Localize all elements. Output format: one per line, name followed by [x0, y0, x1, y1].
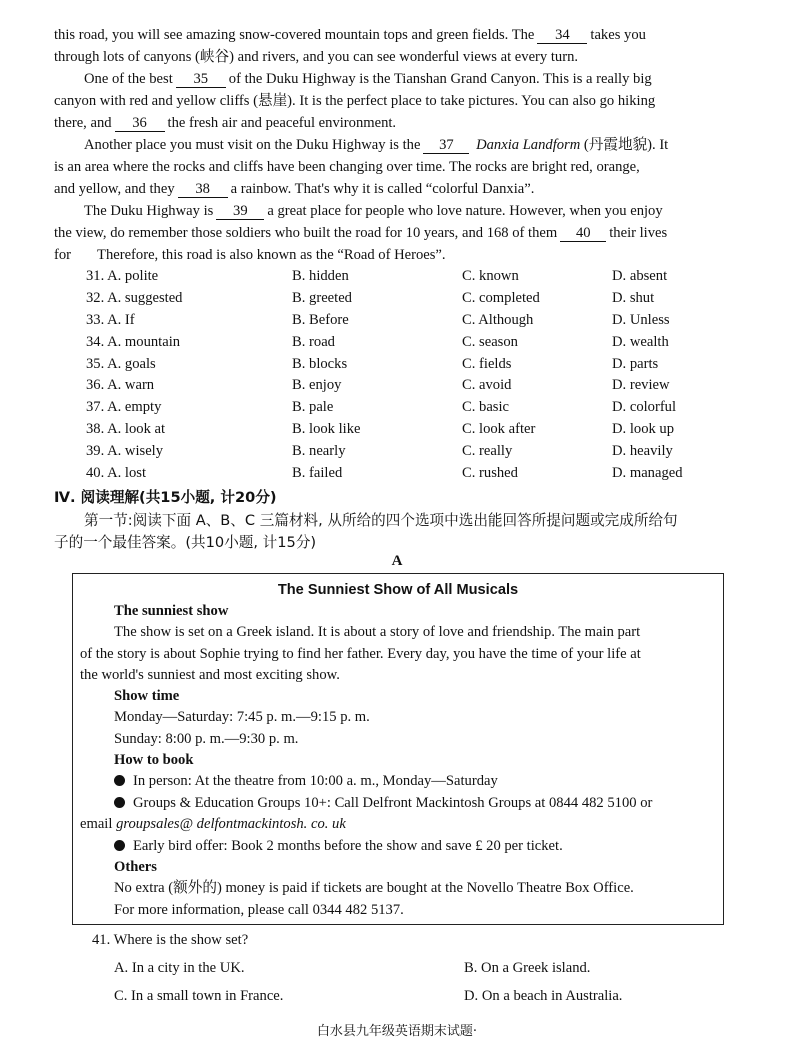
option: 33. A. If — [86, 311, 135, 328]
bullet-icon — [114, 797, 125, 808]
option: B. road — [292, 333, 335, 350]
option: C. fields — [462, 355, 512, 372]
option-row — [86, 462, 746, 484]
cloze-paragraph-3 — [54, 134, 740, 200]
section-heading: Ⅳ. 阅读理解(共15小题, 计20分) — [54, 489, 277, 506]
advert-text: Sunday: 8:00 p. m.—9:30 p. m. — [114, 731, 299, 747]
option-row — [86, 440, 746, 462]
option-row — [86, 266, 746, 288]
section-instruction: 第一节:阅读下面 A、B、C 三篇材料, 从所给的四个选项中选出能回答所提问题或完成所给句 — [84, 512, 678, 529]
option-row — [86, 375, 746, 397]
text: a great place for people who love nature. However, when you enjoy — [267, 203, 663, 219]
text: there, and — [54, 115, 112, 131]
option: 32. A. suggested — [86, 290, 183, 307]
blank-34: 34 — [537, 27, 587, 44]
option: B. nearly — [292, 442, 346, 459]
option: C. season — [462, 333, 518, 350]
option: 40. A. lost — [86, 464, 147, 481]
advert-heading: Others — [114, 859, 157, 875]
q41-option-c: C. In a small town in France. — [114, 988, 284, 1004]
text: through lots of canyons (峡谷) and rivers, and you can see wonderful views at every turn. — [54, 49, 579, 65]
q41-option-b: B. On a Greek island. — [464, 960, 591, 976]
advert-text: of the story is about Sophie trying to find her father. Every day, you have the time of your life at — [80, 646, 641, 662]
blank-36: 36 — [115, 115, 165, 132]
advert-text: No extra (额外的) money is paid if tickets are bought at the Novello Theatre Box Office. — [114, 880, 634, 896]
booking-item — [114, 771, 498, 793]
email-link[interactable]: groupsales@ delfontmackintosh. co. uk — [116, 816, 346, 832]
text: canyon with red and yellow cliffs (悬崖). It is the perfect place to take pictures. You can also go hiking — [54, 93, 656, 109]
question-41: 41. Where is the show set? — [92, 932, 249, 948]
option: D. parts — [612, 355, 659, 372]
bullet-icon — [114, 775, 125, 786]
option: B. blocks — [292, 355, 348, 372]
blank-40: 40 — [560, 225, 606, 242]
option: C. avoid — [462, 377, 512, 394]
booking-email — [80, 814, 346, 836]
text: the fresh air and peaceful environment. — [167, 115, 397, 131]
option: C. really — [462, 442, 513, 459]
text: Early bird offer: Book 2 months before the show and save £ 20 per ticket. — [133, 838, 563, 854]
option: 31. A. polite — [86, 268, 159, 285]
option-row — [86, 331, 746, 353]
option-row — [86, 310, 746, 332]
text: this road, you will see amazing snow-covered mountain tops and green fields. The — [54, 27, 535, 43]
advert-text: The show is set on a Greek island. It is about a story of love and friendship. The main part — [114, 624, 641, 640]
page-footer: 白水县九年级英语期末试题· — [316, 1024, 478, 1039]
option: B. failed — [292, 464, 343, 481]
option: B. pale — [292, 399, 334, 416]
option: D. managed — [612, 464, 683, 481]
q41-option-a: A. In a city in the UK. — [114, 960, 245, 976]
option: D. heavily — [612, 442, 673, 459]
advert-heading: How to book — [114, 752, 194, 768]
option: D. look up — [612, 420, 675, 437]
text: (丹霞地貌). It — [583, 137, 669, 153]
cloze-options — [86, 266, 746, 484]
text: Another place you must visit on the Duku Highway is the — [84, 137, 421, 153]
option: C. look after — [462, 420, 536, 437]
bullet-icon — [114, 840, 125, 851]
option: D. absent — [612, 268, 668, 285]
option: D. colorful — [612, 399, 677, 416]
option: B. enjoy — [292, 377, 342, 394]
booking-item — [114, 836, 563, 858]
advert-heading: Show time — [114, 688, 180, 704]
passage-label: A — [391, 553, 403, 569]
text: In person: At the theatre from 10:00 a. m., Monday—Saturday — [133, 773, 498, 789]
option-row — [86, 288, 746, 310]
text: and yellow, and they — [54, 181, 175, 197]
option: C. Although — [462, 311, 534, 328]
option: 37. A. empty — [86, 399, 162, 416]
option: C. known — [462, 268, 519, 285]
text: takes you — [590, 27, 646, 43]
term: Danxia Landform — [476, 137, 581, 153]
option-row — [86, 419, 746, 441]
section-instruction-cont: 子的一个最佳答案。(共10小题, 计15分) — [54, 534, 317, 551]
text: a rainbow. That's why it is called “colorful Danxia”. — [230, 181, 535, 197]
cloze-paragraph-4 — [54, 200, 740, 266]
option: 36. A. warn — [86, 377, 155, 394]
option: B. greeted — [292, 290, 352, 307]
option: D. wealth — [612, 333, 669, 350]
option: B. hidden — [292, 268, 349, 285]
option: D. Unless — [612, 311, 670, 328]
text: One of the best — [84, 71, 173, 87]
option-row — [86, 353, 746, 375]
cloze-paragraph-1 — [54, 24, 740, 68]
text: the view, do remember those soldiers who built the road for 10 years, and 168 of them — [54, 225, 558, 241]
option: 39. A. wisely — [86, 442, 164, 459]
advert-heading: The sunniest show — [114, 603, 229, 619]
option: B. Before — [292, 311, 349, 328]
text: Therefore, this road is also known as the “Road of Heroes”. — [97, 247, 446, 263]
q41-option-d: D. On a beach in Australia. — [464, 988, 623, 1004]
text: Groups & Education Groups 10+: Call Delfront Mackintosh Groups at 0844 482 5100 or — [133, 795, 653, 811]
blank-35: 35 — [176, 71, 226, 88]
text: is an area where the rocks and cliffs have been changing over time. The rocks are bright red, orange, — [54, 159, 640, 175]
option-row — [86, 397, 746, 419]
blank-38: 38 — [178, 181, 228, 198]
text: email — [80, 816, 113, 832]
text: of the Duku Highway is the Tianshan Grand Canyon. This is a really big — [228, 71, 652, 87]
blank-37: 37 — [423, 137, 469, 154]
advert-text: the world's sunniest and most exciting show. — [80, 667, 340, 683]
text: their lives — [609, 225, 668, 241]
option: C. rushed — [462, 464, 518, 481]
cloze-paragraph-2 — [54, 68, 740, 134]
option: C. basic — [462, 399, 510, 416]
text: for — [54, 247, 72, 263]
booking-item — [114, 793, 652, 815]
option: D. shut — [612, 290, 655, 307]
text: The Duku Highway is — [84, 203, 214, 219]
advert-text: For more information, please call 0344 482 5137. — [114, 902, 404, 918]
option: C. completed — [462, 290, 540, 307]
option: D. review — [612, 377, 670, 394]
option: B. look like — [292, 420, 361, 437]
option: 34. A. mountain — [86, 333, 181, 350]
advert-text: Monday—Saturday: 7:45 p. m.—9:15 p. m. — [114, 709, 370, 725]
option: 38. A. look at — [86, 420, 166, 437]
blank-39: 39 — [216, 203, 264, 220]
advert-title: The Sunniest Show of All Musicals — [277, 582, 519, 598]
option: 35. A. goals — [86, 355, 156, 372]
